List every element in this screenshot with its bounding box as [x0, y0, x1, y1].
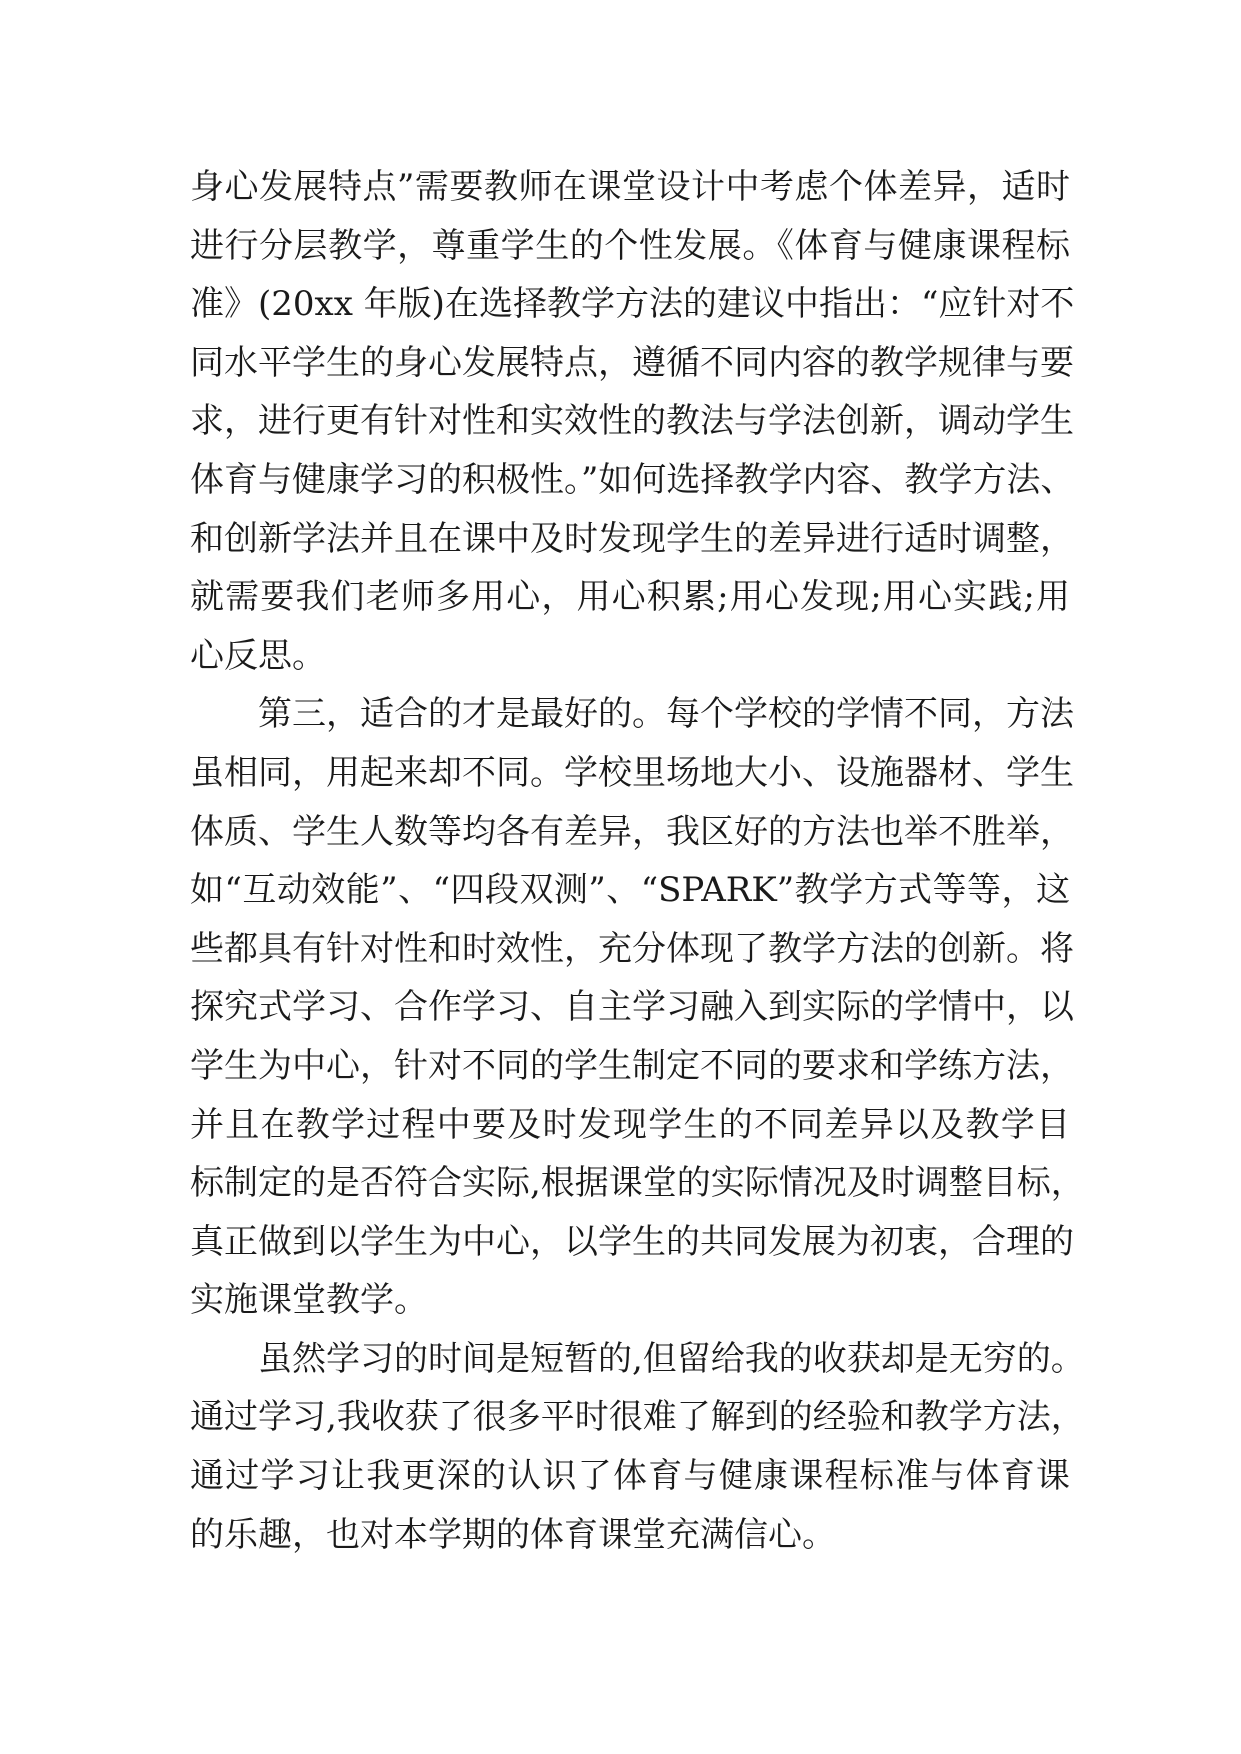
paragraph-1: [190, 158, 1075, 685]
text-line: 准》(20xx 年版)在选择教学方法的建议中指出：“应针对不: [190, 284, 1075, 325]
text-line: 身心发展特点”需要教师在课堂设计中考虑个体差异，适时: [190, 167, 1070, 207]
text-line: 和创新学法并且在课中及时发现学生的差异进行适时调整，: [190, 518, 1074, 559]
text-line: 就需要我们老师多用心，用心积累;用心发现;用心实践;用: [190, 577, 1070, 618]
text-line: 第三，适合的才是最好的。每个学校的学情不同，方法: [258, 694, 1074, 735]
paragraph-3: [190, 1330, 1085, 1564]
body-text: [190, 158, 1085, 1564]
text-line: 标制定的是否符合实际,根据课堂的实际情况及时调整目标，: [190, 1163, 1085, 1204]
text-line: 学生为中心，针对不同的学生制定不同的要求和学练方法，: [190, 1045, 1074, 1086]
text-line: 同水平学生的身心发展特点，遵循不同内容的教学规律与要: [190, 342, 1074, 383]
text-line: 通过学习让我更深的认识了体育与健康课程标准与体育课: [190, 1456, 1070, 1497]
text-line: 求，进行更有针对性和实效性的教法与学法创新，调动学生: [190, 401, 1074, 442]
text-line: 如“互动效能”、“四段双测”、“SPARK”教学方式等等，这: [190, 870, 1070, 911]
text-line: 些都具有针对性和时效性，充分体现了教学方法的创新。将: [190, 928, 1074, 969]
text-line: 体育与健康学习的积极性。”如何选择教学内容、教学方法、: [190, 459, 1075, 500]
text-line: 通过学习,我收获了很多平时很难了解到的经验和教学方法，: [190, 1397, 1085, 1438]
text-line: 虽然学习的时间是短暂的,但留给我的收获却是无穷的。: [258, 1338, 1085, 1379]
text-line: 实施课堂教学。: [190, 1280, 428, 1321]
text-line: 心反思。: [190, 635, 326, 676]
text-line: 真正做到以学生为中心，以学生的共同发展为初衷，合理的: [190, 1221, 1074, 1262]
text-line: 并且在教学过程中要及时发现学生的不同差异以及教学目: [190, 1104, 1070, 1145]
text-line: 的乐趣，也对本学期的体育课堂充满信心。: [190, 1514, 836, 1555]
paragraph-2: [190, 685, 1085, 1330]
text-line: 探究式学习、合作学习、自主学习融入到实际的学情中，以: [190, 987, 1074, 1028]
text-line: 虽相同，用起来却不同。学校里场地大小、设施器材、学生: [190, 752, 1074, 793]
text-line: 体质、学生人数等均各有差异，我区好的方法也举不胜举，: [190, 811, 1074, 852]
text-line: 进行分层教学，尊重学生的个性发展。《体育与健康课程标: [190, 225, 1070, 266]
